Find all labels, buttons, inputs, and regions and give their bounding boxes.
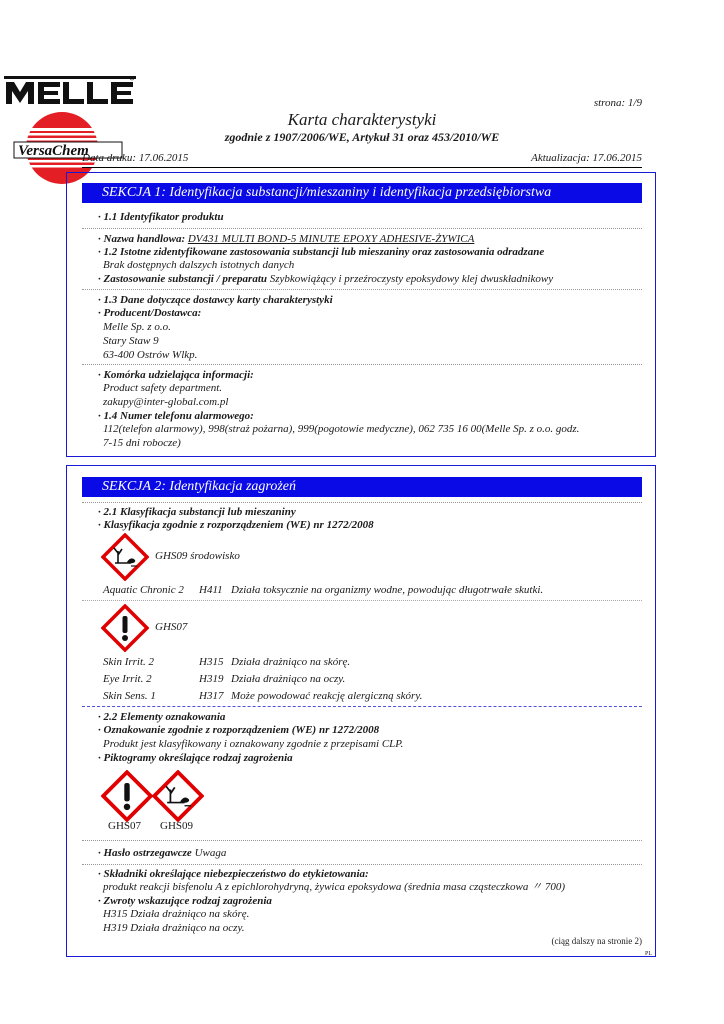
divider [82,706,642,707]
divider [82,840,642,841]
pictogram-caption: GHS07 [108,820,142,832]
s12-text: Brak dostępnych dalszych istotnych danych [103,259,295,271]
info-email: zakupy@inter-global.com.pl [103,396,229,408]
divider [82,864,642,865]
trade-name-value: DV431 MULTI BOND-5 MINUTE EPOXY ADHESIVE-ŻYWICA [187,233,475,245]
use-line [98,273,553,286]
hazard-class: Eye Irrit. 2 [103,673,152,685]
phone-line: 112(telefon alarmowy), 998(straż pożarna), 999(pogotowie medyczne), 062 735 16 00(Melle Sp. z o.o. godz. [103,423,580,435]
exclamation-hazard-icon [101,770,153,822]
components-label: · Składniki określające niebezpieczeństwo do etykietowania: [98,868,369,880]
signal-word-value: Uwaga [194,847,227,859]
hazard-text: Działa drażniąco na skórę. [231,656,351,668]
use-label: · Zastosowanie substancji / preparatu [98,273,268,285]
document-subtitle: zgodnie z 1907/2006/WE, Artykuł 31 oraz 453/2010/WE [224,130,500,144]
s21-heading: · 2.1 Klasyfikacja substancji lub mieszaniny [98,506,296,518]
hazard-code: H319 [199,673,224,685]
phone-line: 7-15 dni robocze) [103,437,181,449]
trade-name-label: · Nazwa handlowa: [98,233,186,245]
info-label: · Komórka udzielająca informacji: [98,369,254,381]
divider [82,600,642,601]
divider [82,364,642,365]
classification-label: · Klasyfikacja zgodnie z rozporządzeniem (WE) nr 1272/2008 [98,519,374,531]
environment-hazard-icon [101,533,149,581]
signal-word-label: · Hasło ostrzegawcze [98,847,192,859]
s12-heading: · 1.2 Istotne zidentyfikowane zastosowania substancji lub mieszaniny oraz zastosowania odradzane [98,246,545,258]
page-number: strona: 1/9 [593,97,642,109]
language-code: PL [644,951,652,957]
ghs09-label: GHS09 środowisko [155,550,240,562]
hazard-class: Skin Sens. 1 [103,690,156,702]
header-divider [82,167,642,168]
hazard-text: Działa drażniąco na oczy. [231,673,346,685]
ghs07-label: GHS07 [155,621,188,633]
info-line: Product safety department. [103,382,223,394]
producer-label: · Producent/Dostawca: [98,307,202,319]
hazard-code: H317 [199,690,224,702]
divider [82,228,642,229]
hazard-code: H315 [199,656,224,668]
use-value: Szybkowiążący i przeźroczysty epoksydowy klej dwuskładnikowy [269,273,554,285]
update-date: Aktualizacja: 17.06.2015 [531,152,642,164]
hazard-statement: H319 Działa drażniąco na oczy. [103,922,245,934]
aquatic-class: Aquatic Chronic 2 [103,584,184,596]
divider [82,289,642,290]
print-date: Data druku: 17.06.2015 [82,152,189,164]
s14-heading: · 1.4 Numer telefonu alarmowego: [98,410,254,422]
signal-word-line [98,847,226,860]
pictogram-caption: GHS09 [160,820,194,832]
components-text: produkt reakcji bisfenolu A z epichlorohydryną, żywica epoksydowa (średnia masa cząsteczkowa 〃 700) [103,881,566,893]
environment-hazard-icon [152,770,204,822]
hazard-text: Może powodować reakcję alergiczną skóry. [231,690,423,702]
document-title: Karta charakterystyki [287,110,437,129]
section-1-title: SEKCJA 1: Identyfikacja substancji/mieszaniny i identyfikacja przedsiębiorstwa [82,183,642,203]
divider [82,502,642,503]
trade-name-line [98,233,474,246]
s13-heading: · 1.3 Dane dotyczące dostawcy karty charakterystyki [98,294,333,306]
melle-logo [4,76,136,106]
label-regulation: · Oznakowanie zgodnie z rozporządzeniem (WE) nr 1272/2008 [98,724,380,736]
hazard-statements-label: · Zwroty wskazujące rodzaj zagrożenia [98,895,272,907]
continued-note: (ciąg dalszy na stronie 2) [551,936,642,946]
hazard-class: Skin Irrit. 2 [103,656,155,668]
producer-line: 63-400 Ostrów Wlkp. [103,349,198,361]
section-2-title: SEKCJA 2: Identyfikacja zagrożeń [82,477,642,497]
svg-text:VersaChem: VersaChem [18,143,89,159]
s11-heading: · 1.1 Identyfikator produktu [98,211,224,223]
producer-line: Stary Staw 9 [103,335,159,347]
aquatic-code: H411 [199,584,223,596]
s22-heading: · 2.2 Elementy oznakowania [98,711,226,723]
aquatic-text: Działa toksycznie na organizmy wodne, powodując długotrwałe skutki. [231,584,544,596]
pictograms-label: · Piktogramy określające rodzaj zagrożenia [98,752,293,764]
producer-line: Melle Sp. z o.o. [103,321,171,333]
hazard-statement: H315 Działa drażniąco na skórę. [103,908,250,920]
exclamation-hazard-icon [101,604,149,652]
label-regulation-text: Produkt jest klasyfikowany i oznakowany zgodnie z przepisami CLP. [103,738,404,750]
